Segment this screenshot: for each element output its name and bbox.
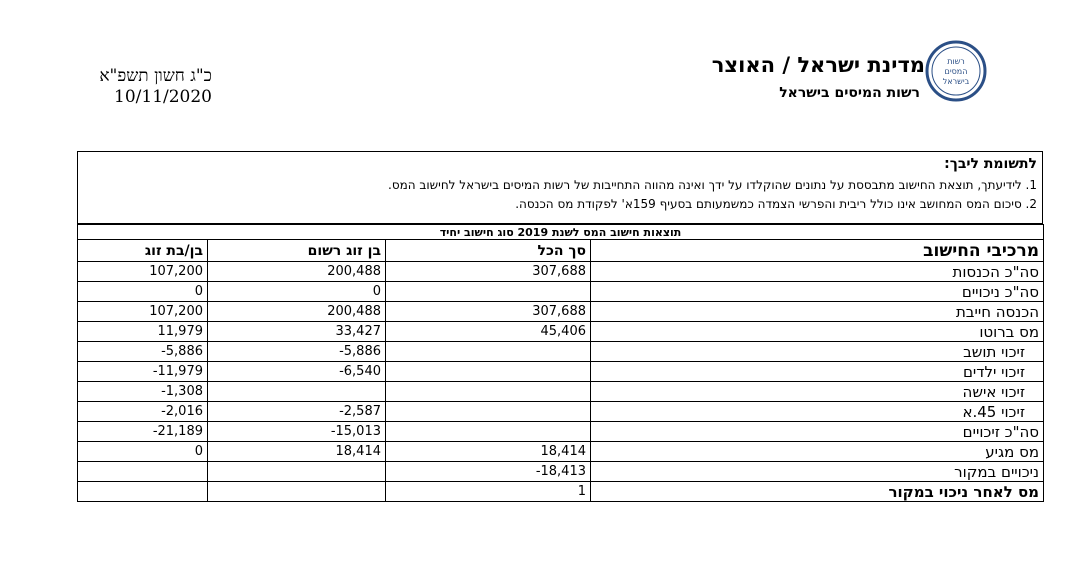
table-row [78,262,1044,282]
cell-registered [208,382,386,402]
table-row [78,422,1044,442]
cell-spouse: -11,979 [78,362,208,382]
cell-total [386,282,591,302]
cell-registered: 0 [208,282,386,302]
cell-registered: -6,540 [208,362,386,382]
tax-results-table [77,224,1044,502]
cell-registered: -5,886 [208,342,386,362]
cell-total [386,402,591,422]
table-row [78,282,1044,302]
header-registered: בן זוג רשום [208,240,386,262]
cell-label: סה"כ ניכויים [591,282,1044,302]
cell-total: 45,406 [386,322,591,342]
cell-registered: 33,427 [208,322,386,342]
table-row [78,482,1044,502]
notes-title: לתשומת ליבך: [944,156,1037,172]
cell-spouse [78,482,208,502]
table-row [78,442,1044,462]
cell-spouse: -5,886 [78,342,208,362]
table-row [78,302,1044,322]
cell-total: -18,413 [386,462,591,482]
cell-registered: -15,013 [208,422,386,442]
table-row [78,342,1044,362]
cell-total [386,342,591,362]
table-title-row [78,225,1044,240]
cell-registered: 200,488 [208,262,386,282]
cell-total [386,382,591,402]
cell-total: 307,688 [386,302,591,322]
table-row [78,462,1044,482]
cell-spouse [78,462,208,482]
cell-label: זיכוי ילדים [591,362,1044,382]
cell-total: 18,414 [386,442,591,462]
table-row [78,322,1044,342]
cell-registered [208,462,386,482]
table-title: תוצאות חישוב המס לשנת 2019 סוג חישוב יחיד [78,225,1044,240]
gov-title: מדינת ישראל / האוצר [711,53,925,77]
svg-text:רשות: רשות [947,57,965,66]
cell-total [386,362,591,382]
cell-spouse: -2,016 [78,402,208,422]
note-item: 2. סיכום המס המחושב אינו כולל ריבית והפרשי הצמדה כמשמעותם בסעיף 159א' לפקודת מס הכנסה. [515,197,1037,211]
cell-total: 1 [386,482,591,502]
notes-box [77,151,1043,224]
gov-subtitle: רשות המיסים בישראל [779,85,920,101]
table-row [78,382,1044,402]
table-row [78,402,1044,422]
cell-spouse: -21,189 [78,422,208,442]
header-total: סך הכל [386,240,591,262]
cell-spouse: -1,308 [78,382,208,402]
tax-authority-logo [925,40,987,102]
cell-total [386,422,591,442]
cell-spouse: 11,979 [78,322,208,342]
table-header-row [78,240,1044,262]
cell-label: הכנסה חייבת [591,302,1044,322]
svg-text:המסים: המסים [944,67,968,76]
cell-registered [208,482,386,502]
cell-registered: -2,587 [208,402,386,422]
cell-label: זיכוי 45.א [591,402,1044,422]
svg-text:בישראל: בישראל [942,77,970,86]
cell-label: מס לאחר ניכוי במקור [591,482,1044,502]
cell-registered: 18,414 [208,442,386,462]
cell-label: מס מגיע [591,442,1044,462]
cell-spouse: 107,200 [78,302,208,322]
date-hebrew: כ"ג חשון תשפ"א [99,66,212,86]
cell-total: 307,688 [386,262,591,282]
cell-registered: 200,488 [208,302,386,322]
note-item: 1. לידיעתך, תוצאת החישוב מתבססת על נתונים שהוקלדו על ידך ואינה מהווה התחייבות של רשות המיסים בישראל לחישוב המס. [388,178,1037,192]
cell-label: מס ברוטו [591,322,1044,342]
header-spouse: בן/בת זוג [78,240,208,262]
cell-label: סה"כ זיכויים [591,422,1044,442]
cell-spouse: 0 [78,282,208,302]
cell-spouse: 0 [78,442,208,462]
cell-label: ניכויים במקור [591,462,1044,482]
cell-label: סה"כ הכנסות [591,262,1044,282]
date-numeric: 10/11/2020 [114,87,212,107]
table-row [78,362,1044,382]
cell-label: זיכוי תושב [591,342,1044,362]
cell-spouse: 107,200 [78,262,208,282]
header-label: מרכיבי החישוב [591,240,1044,262]
cell-label: זיכוי אישה [591,382,1044,402]
